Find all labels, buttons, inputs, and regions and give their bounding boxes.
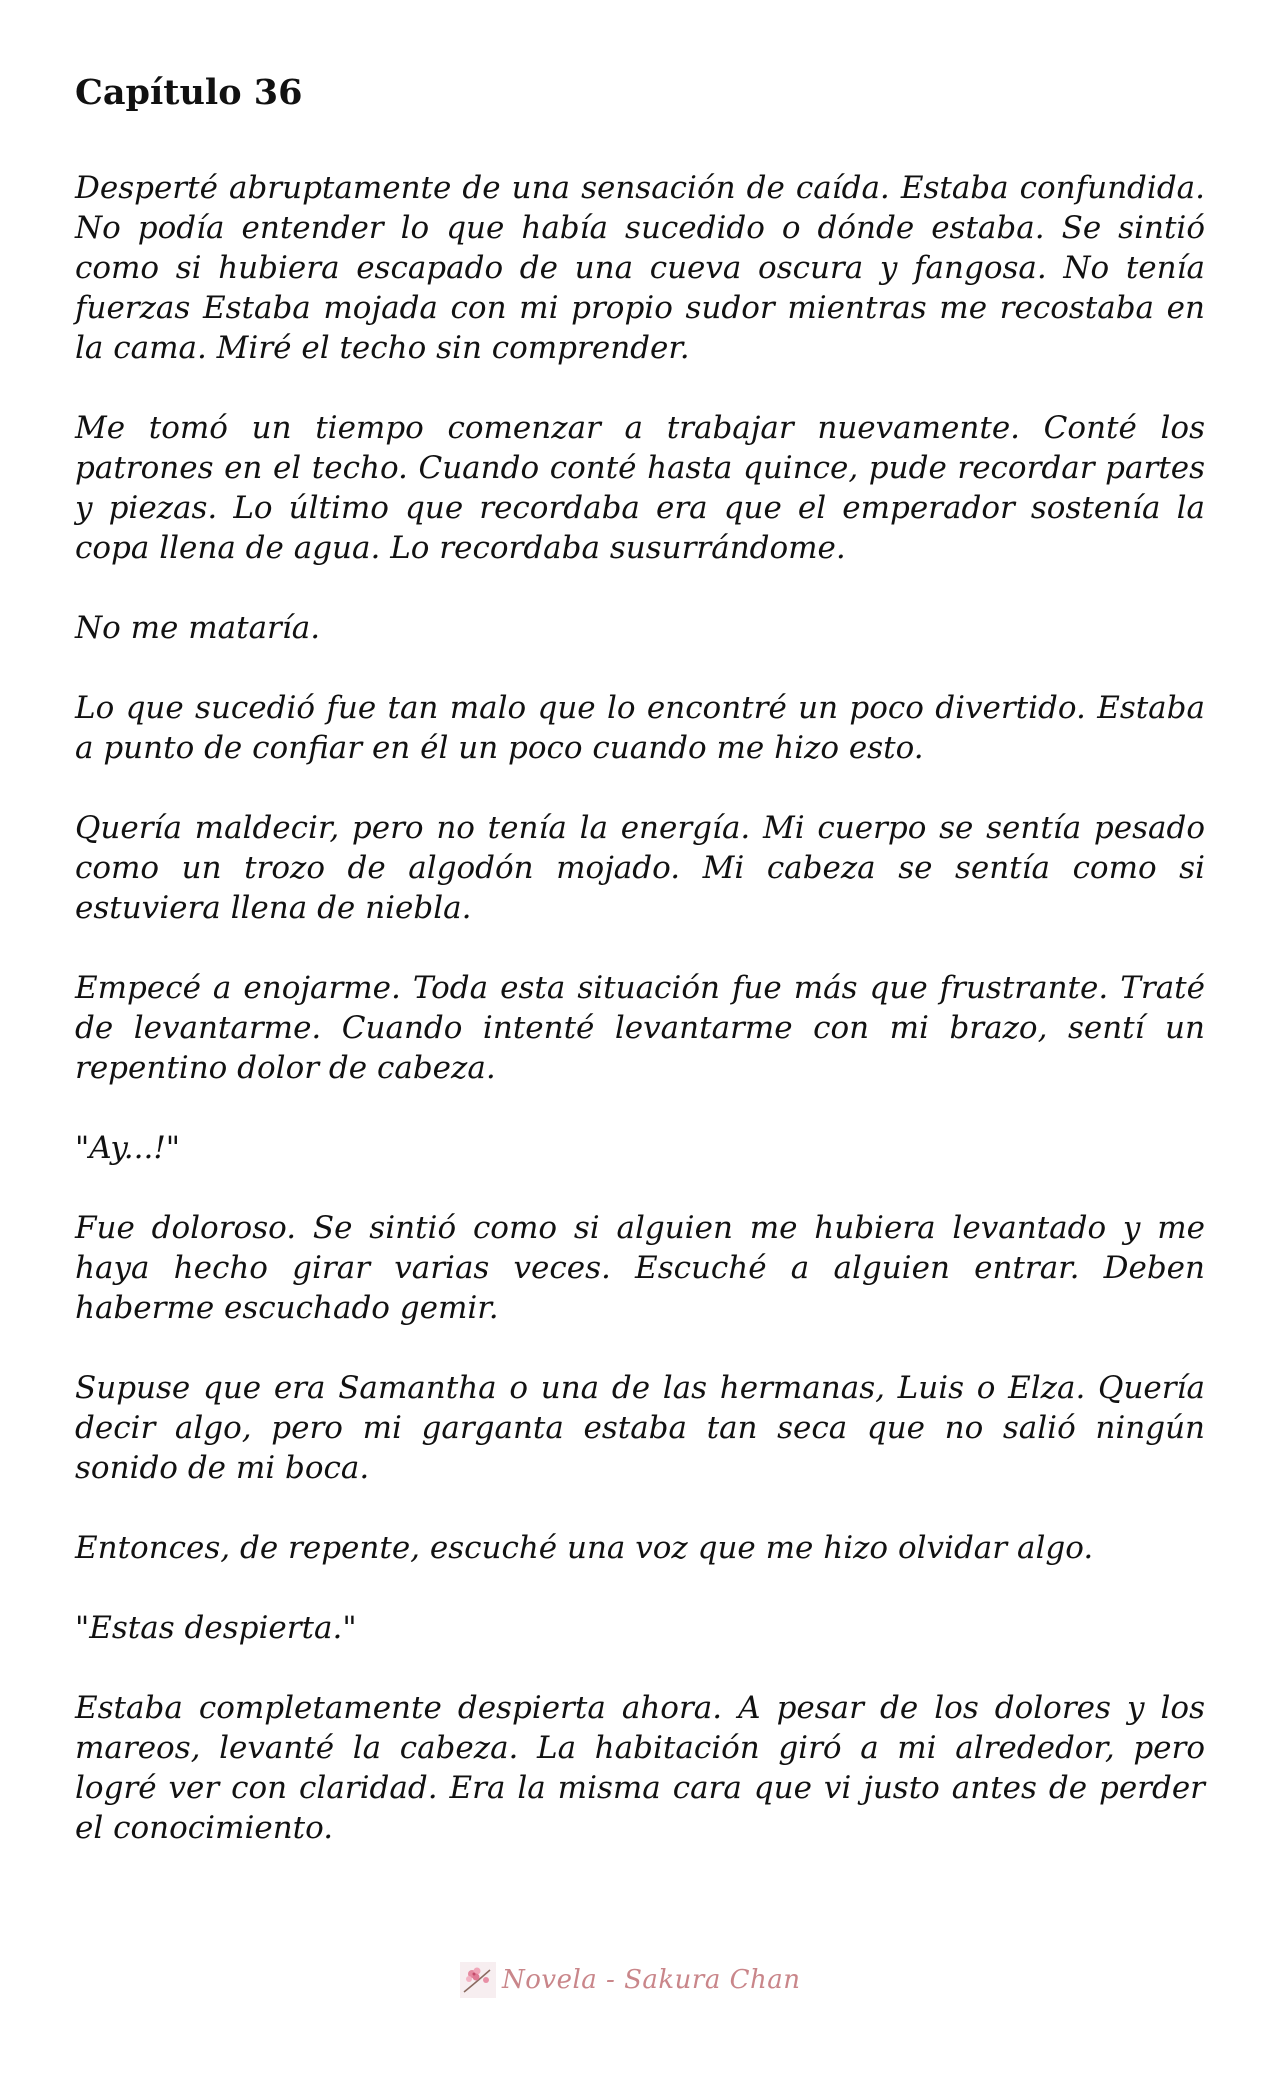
paragraph: Estaba completamente despierta ahora. A pesar de los dolores y los mareos, levanté la cabeza. La habitación giró a mi alrededor, pero logré ver con claridad. Era la misma cara que vi justo antes de perder el conocimiento.: [75, 1690, 1205, 1846]
paragraph: Quería maldecir, pero no tenía la energía. Mi cuerpo se sentía pesado como un trozo de algodón mojado. Mi cabeza se sentía como si estuviera llena de niebla.: [75, 810, 1205, 926]
paragraph: No me mataría.: [75, 610, 321, 646]
paragraph: Supuse que era Samantha o una de las hermanas, Luis o Elza. Quería decir algo, pero mi garganta estaba tan seca que no salió ningún sonido de mi boca.: [75, 1370, 1205, 1486]
footer-watermark: [460, 1962, 801, 1998]
footer-text: Novela - Sakura Chan: [502, 1965, 801, 1995]
document-page: [75, 72, 1205, 1888]
sakura-flower-icon: [460, 1962, 496, 1998]
paragraph: "Estas despierta.": [75, 1610, 357, 1646]
paragraph: Empecé a enojarme. Toda esta situación fue más que frustrante. Traté de levantarme. Cuando intenté levantarme con mi brazo, sentí un repentino dolor de cabeza.: [75, 970, 1205, 1086]
paragraph: Fue doloroso. Se sintió como si alguien me hubiera levantado y me haya hecho girar varias veces. Escuché a alguien entrar. Deben haberme escuchado gemir.: [75, 1210, 1205, 1326]
paragraph: Me tomó un tiempo comenzar a trabajar nuevamente. Conté los patrones en el techo. Cuando conté hasta quince, pude recordar partes y piezas. Lo último que recordaba era que el emperador sostenía la copa llena de agua. Lo recordaba susurrándome.: [75, 410, 1205, 566]
paragraph: Entonces, de repente, escuché una voz que me hizo olvidar algo.: [75, 1530, 1094, 1566]
paragraph: Desperté abruptamente de una sensación de caída. Estaba confundida. No podía entender lo que había sucedido o dónde estaba. Se sintió como si hubiera escapado de una cueva oscura y fangosa. No tenía fuerzas Estaba mojada con mi propio sudor mientras me recostaba en la cama. Miré el techo sin comprender.: [75, 170, 1205, 366]
chapter-title: Capítulo 36: [75, 72, 303, 113]
paragraph: "Ay...!": [75, 1130, 181, 1166]
paragraph: Lo que sucedió fue tan malo que lo encontré un poco divertido. Estaba a punto de confiar en él un poco cuando me hizo esto.: [75, 690, 1205, 766]
